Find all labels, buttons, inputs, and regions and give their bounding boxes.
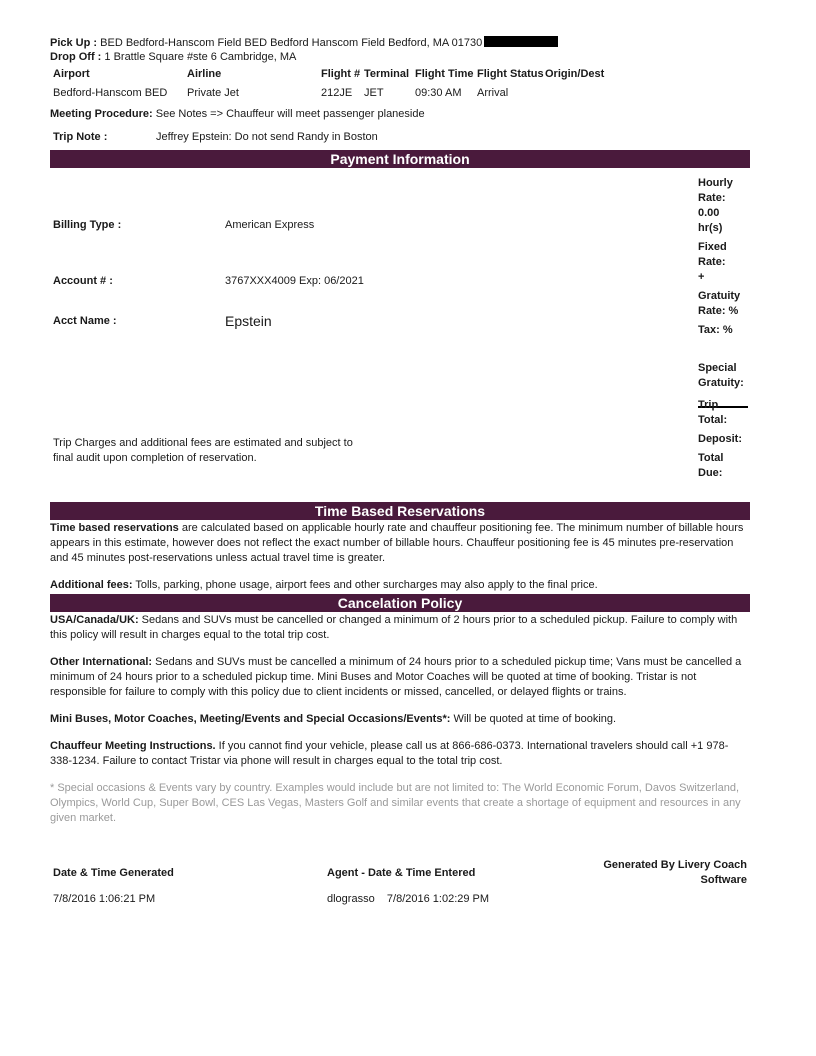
cancel-paragraph xyxy=(50,739,750,769)
tax xyxy=(698,323,733,338)
payment-section-header: Payment Information xyxy=(50,150,750,168)
gratuity-rate xyxy=(698,289,740,319)
fixed-rate xyxy=(698,240,727,285)
additional-fees-bold: Additional fees: xyxy=(50,579,133,591)
cancel-text: If you cannot find your vehicle, please call us at 866-686-0373. International travelers should call +1 978-338-1234. Failure to contact Tristar via phone will result in charges equal to the total trip cost. xyxy=(50,740,729,767)
payment-section xyxy=(50,168,750,502)
flight-cell: 09:30 AM xyxy=(415,87,462,99)
gratuity-text: Gratuity xyxy=(698,290,741,302)
cancel-bold: Mini Buses, Motor Coaches, Meeting/Events and Special Occasions/Events*: xyxy=(50,713,451,725)
hourly-rate-text: Hourly xyxy=(698,177,733,189)
trip-note xyxy=(50,130,750,144)
special-gratuity xyxy=(698,361,744,391)
flight-cell: Private Jet xyxy=(187,87,239,99)
time-based-text: are calculated based on applicable hourly rate and chauffeur positioning fee. The minimum number of billable hours appears in this estimate, however does not reflect the exact number of billable hours. Chauffeur positioning fee is 45 minutes pre-reservation and 45 minutes post-reservations unless actual travel time is greater. xyxy=(50,522,744,564)
flight-cell: 212JE xyxy=(321,87,353,99)
meeting-procedure xyxy=(50,107,750,121)
software-credit-line: Generated By Livery Coach xyxy=(603,859,747,871)
pickup-value: BED Bedford-Hanscom Field BED Bedford Hanscom Field Bedford, MA 01730 xyxy=(100,37,483,49)
flight-header: Origin/Dest xyxy=(545,68,605,80)
billing-label: Billing Type : xyxy=(53,219,122,231)
deposit-text: Deposit: xyxy=(698,433,742,445)
time-based-section-header: Time Based Reservations xyxy=(50,502,750,520)
cancel-bold: Other International: xyxy=(50,656,153,668)
time-based-paragraph xyxy=(50,521,750,566)
generated-value: 7/8/2016 1:06:21 PM xyxy=(53,893,156,905)
time-based-section xyxy=(50,521,750,593)
flight-header: Terminal xyxy=(364,68,410,80)
flight-cell: Bedford-Hanscom BED xyxy=(53,87,168,99)
total-due-text: Total xyxy=(698,452,724,464)
flight-cell: JET xyxy=(364,87,384,99)
disclaimer-line: final audit upon completion of reservation. xyxy=(53,452,257,464)
additional-fees-text: Tolls, parking, phone usage, airport fees and other surcharges may also apply to the final price. xyxy=(132,579,598,591)
cancel-text: Sedans and SUVs must be cancelled or changed a minimum of 2 hours prior to a scheduled pickup. Failure to comply with this policy will result in charges equal to the total trip cost. xyxy=(50,614,738,641)
flight-table xyxy=(50,67,750,105)
account-label: Account # : xyxy=(53,275,113,287)
fixed-rate-value: + xyxy=(698,271,705,283)
cancel-text: Sedans and SUVs must be cancelled a minimum of 24 hours prior to a scheduled pickup time; Vans must be cancelled a minimum of 24 hours prior to a scheduled pickup time. Mini Buses and Motor Coaches will be quoted at time of booking. Tristar is not responsible for failure to comply with this policy due to client incidents or missed, cancelled, or delayed flights or trains. xyxy=(50,656,742,698)
fixed-rate-text: Rate: xyxy=(698,256,726,268)
tax-text: Tax: % xyxy=(698,324,733,336)
trip-total-text: Total: xyxy=(698,414,728,426)
trip-total-text: Trip xyxy=(698,399,719,411)
cancel-bold: USA/Canada/UK: xyxy=(50,614,139,626)
special-events-note: * Special occasions & Events vary by country. Examples would include but are not limited to: The World Economic Forum, Davos Switzerland, Olympics, World Cup, Super Bowl, CES Las Vegas, Masters Golf and similar events that create a shortage of equipment and resources in any given market. xyxy=(50,782,741,824)
disclaimer-line: Trip Charges and additional fees are estimated and subject to xyxy=(53,437,353,449)
flight-header: Flight Time xyxy=(415,68,474,80)
agent-label: Agent - Date & Time Entered xyxy=(327,867,476,879)
hourly-rate xyxy=(698,176,733,236)
flight-header: Airport xyxy=(53,68,90,80)
special-gratuity-text: Special xyxy=(698,362,737,374)
additional-fees-paragraph xyxy=(50,578,750,593)
total-due xyxy=(698,451,723,481)
dropoff-value: 1 Brattle Square #ste 6 Cambridge, MA xyxy=(104,51,297,63)
generated-label: Date & Time Generated xyxy=(53,867,174,879)
trip-note-value: Jeffrey Epstein: Do not send Randy in Boston xyxy=(156,131,378,143)
cancel-paragraph xyxy=(50,655,750,700)
pickup-line xyxy=(50,36,750,50)
meeting-value: See Notes => Chauffeur will meet passenger planeside xyxy=(155,108,425,120)
reservation-document xyxy=(50,36,750,905)
cancel-paragraph xyxy=(50,712,750,727)
special-gratuity-text: Gratuity: xyxy=(698,377,744,389)
software-credit-line: Software xyxy=(700,874,747,886)
cancel-paragraph xyxy=(50,613,750,643)
billing-value: American Express xyxy=(225,219,315,231)
fixed-rate-text: Fixed xyxy=(698,241,727,253)
hourly-rate-text: Rate: xyxy=(698,192,726,204)
trip-total xyxy=(698,398,727,428)
deposit xyxy=(698,432,742,447)
flight-header: Flight # xyxy=(321,68,361,80)
cancelation-section-header: Cancelation Policy xyxy=(50,594,750,612)
hourly-rate-value: 0.00 xyxy=(698,207,720,219)
document-footer xyxy=(50,856,750,946)
dropoff-line xyxy=(50,50,750,64)
hourly-rate-unit: hr(s) xyxy=(698,222,723,234)
flight-header: Flight Status xyxy=(477,68,544,80)
flight-cell: Arrival xyxy=(477,87,509,99)
account-row xyxy=(53,274,364,288)
total-due-text: Due: xyxy=(698,467,723,479)
software-credit xyxy=(603,858,747,888)
gratuity-text: Rate: % xyxy=(698,305,739,317)
billing-row xyxy=(53,218,314,232)
trip-note-label: Trip Note : xyxy=(53,131,108,143)
agent-value: dlograsso 7/8/2016 1:02:29 PM xyxy=(327,893,490,905)
cancel-text: Will be quoted at time of booking. xyxy=(450,713,617,725)
acct-name-label: Acct Name : xyxy=(53,315,117,327)
dropoff-label: Drop Off : xyxy=(50,51,102,63)
flight-cell xyxy=(542,86,612,105)
acct-name-row xyxy=(53,314,272,328)
redaction-bar xyxy=(484,36,558,47)
cancelation-section xyxy=(50,613,750,826)
pickup-label: Pick Up : xyxy=(50,37,98,49)
acct-name-value: Epstein xyxy=(225,313,272,329)
trip-charges-disclaimer xyxy=(53,436,373,466)
time-based-bold: Time based reservations xyxy=(50,522,179,534)
account-value: 3767XXX4009 Exp: 06/2021 xyxy=(225,275,364,287)
cancel-bold: Chauffeur Meeting Instructions. xyxy=(50,740,216,752)
flight-header: Airline xyxy=(187,68,222,80)
meeting-label: Meeting Procedure: xyxy=(50,108,153,120)
